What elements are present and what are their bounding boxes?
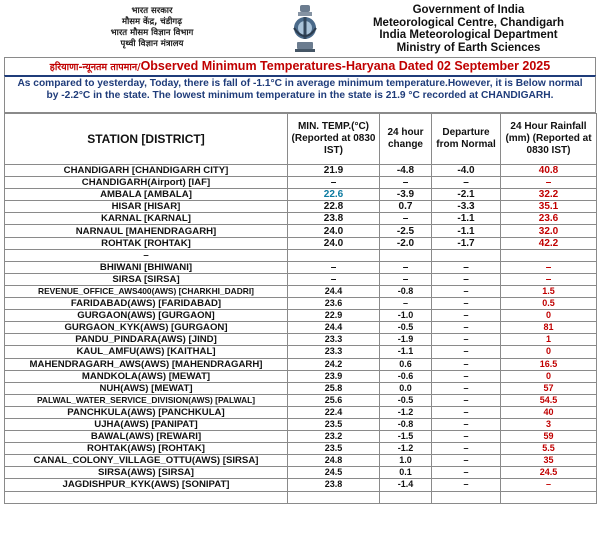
cell-min-temp: –	[288, 261, 380, 273]
cell-rainfall: 1.5	[501, 285, 597, 297]
header-hindi-block	[82, 6, 222, 50]
cell-change: –	[380, 298, 432, 310]
cell-station: MANDKOLA(AWS) [MEWAT]	[5, 370, 288, 382]
cell-station: BAWAL(AWS) [REWARI]	[5, 431, 288, 443]
cell-min-temp: 24.4	[288, 322, 380, 334]
table-row	[5, 431, 597, 443]
cell-rainfall: 54.5	[501, 394, 597, 406]
cell-departure	[432, 491, 501, 503]
table-row	[5, 334, 597, 346]
cell-rainfall: 23.6	[501, 213, 597, 225]
col-rainfall: 24 Hour Rainfall (mm) (Reported at 0830 IST)	[501, 114, 597, 165]
table-row	[5, 298, 597, 310]
table-row	[5, 261, 597, 273]
col-change: 24 hour change	[380, 114, 432, 165]
cell-departure: –	[432, 334, 501, 346]
table-row	[5, 358, 597, 370]
cell-station: –	[5, 249, 288, 261]
cell-change: -1.9	[380, 334, 432, 346]
cell-station: JAGDISHPUR_KYK(AWS) [SONIPAT]	[5, 479, 288, 491]
cell-rainfall: 57	[501, 382, 597, 394]
cell-departure	[432, 249, 501, 261]
cell-departure: –	[432, 177, 501, 189]
table-body	[5, 165, 597, 504]
cell-change: -0.5	[380, 322, 432, 334]
cell-station: MAHENDRAGARH_AWS(AWS) [MAHENDRAGARH]	[5, 358, 288, 370]
header-hindi-line: भारत सरकार	[131, 6, 173, 16]
cell-station: KAUL_AMFU(AWS) [KAITHAL]	[5, 346, 288, 358]
cell-station: HISAR [HISAR]	[5, 201, 288, 213]
cell-change: 0.7	[380, 201, 432, 213]
cell-departure: -1.1	[432, 225, 501, 237]
table-row	[5, 213, 597, 225]
table-row	[5, 177, 597, 189]
cell-change: 0.1	[380, 467, 432, 479]
cell-station: BHIWANI [BHIWANI]	[5, 261, 288, 273]
cell-min-temp: 23.3	[288, 334, 380, 346]
summary-text: As compared to yesterday, Today, there is fall of -1.1°C in average minimum temperature.However, it is Below normal by -2.2°C in the state. The lowest minimum temperature in the state is 21.9 °C recorded at CHANDIGARH.	[4, 75, 596, 113]
table-row	[5, 418, 597, 430]
cell-rainfall: 24.5	[501, 467, 597, 479]
cell-min-temp: 23.8	[288, 479, 380, 491]
cell-station: ROHTAK [ROHTAK]	[5, 237, 288, 249]
cell-change: -4.8	[380, 165, 432, 177]
cell-change: -0.8	[380, 285, 432, 297]
cell-rainfall: 59	[501, 431, 597, 443]
cell-min-temp: 23.8	[288, 213, 380, 225]
cell-departure: -2.1	[432, 189, 501, 201]
table-row	[5, 406, 597, 418]
cell-rainfall: 0.5	[501, 298, 597, 310]
cell-station	[5, 491, 288, 503]
cell-change: -1.2	[380, 443, 432, 455]
cell-departure: –	[432, 370, 501, 382]
cell-departure: -1.1	[432, 213, 501, 225]
table-row	[5, 237, 597, 249]
cell-rainfall: 35.1	[501, 201, 597, 213]
table-row	[5, 249, 597, 261]
cell-station: GURGAON_KYK(AWS) [GURGAON]	[5, 322, 288, 334]
cell-change: 0.0	[380, 382, 432, 394]
cell-station: PANDU_PINDARA(AWS) [JIND]	[5, 334, 288, 346]
col-departure: Departure from Normal	[432, 114, 501, 165]
cell-min-temp: 22.4	[288, 406, 380, 418]
cell-min-temp: 23.3	[288, 346, 380, 358]
header-hindi-line: मौसम केंद्र, चंडीगढ़	[121, 17, 183, 27]
cell-change: 0.6	[380, 358, 432, 370]
table-row	[5, 165, 597, 177]
imd-emblem-icon	[289, 4, 321, 54]
table-row	[5, 467, 597, 479]
cell-station: CHANDIGARH [CHANDIGARH CITY]	[5, 165, 288, 177]
header-english-line: Government of India	[412, 4, 525, 16]
cell-min-temp: 22.8	[288, 201, 380, 213]
cell-change: -0.8	[380, 418, 432, 430]
cell-departure: –	[432, 467, 501, 479]
cell-min-temp: 23.9	[288, 370, 380, 382]
header-hindi-line: पृथ्वी विज्ञान मंत्रालय	[120, 39, 184, 49]
cell-station: REVENUE_OFFICE_AWS400(AWS) [CHARKHI_DADRI]	[5, 285, 288, 297]
cell-min-temp: 24.8	[288, 455, 380, 467]
cell-departure: –	[432, 261, 501, 273]
report-title	[4, 57, 596, 75]
cell-min-temp: 24.5	[288, 467, 380, 479]
cell-departure: –	[432, 479, 501, 491]
cell-min-temp: 25.8	[288, 382, 380, 394]
table-row	[5, 370, 597, 382]
col-min-temp: MIN. TEMP.(°C) (Reported at 0830 IST)	[288, 114, 380, 165]
table-row	[5, 310, 597, 322]
cell-departure: -1.7	[432, 237, 501, 249]
cell-rainfall: 0	[501, 310, 597, 322]
title-english: Observed Minimum Temperatures-Haryana Dated 02 September 2025	[140, 59, 551, 73]
header-english-line: Ministry of Earth Sciences	[396, 41, 541, 54]
cell-change: -1.2	[380, 406, 432, 418]
cell-departure: –	[432, 394, 501, 406]
cell-departure: –	[432, 455, 501, 467]
table-row	[5, 273, 597, 285]
cell-station: SIRSA [SIRSA]	[5, 273, 288, 285]
header-english-line: India Meteorological Department	[379, 29, 558, 41]
cell-rainfall: –	[501, 273, 597, 285]
cell-departure: –	[432, 298, 501, 310]
title-hindi: हरियाणा-न्यूनतम तापमान/	[49, 62, 141, 73]
temperature-table	[4, 113, 597, 504]
header-english-line: Meteorological Centre, Chandigarh	[372, 16, 565, 29]
cell-rainfall: 3	[501, 418, 597, 430]
cell-rainfall: 16.5	[501, 358, 597, 370]
cell-departure: -3.3	[432, 201, 501, 213]
cell-rainfall	[501, 249, 597, 261]
table-header-row	[5, 114, 597, 165]
table-row	[5, 455, 597, 467]
cell-rainfall: 1	[501, 334, 597, 346]
cell-change: -0.5	[380, 394, 432, 406]
cell-rainfall: –	[501, 177, 597, 189]
cell-min-temp	[288, 249, 380, 261]
cell-station: UJHA(AWS) [PANIPAT]	[5, 418, 288, 430]
header	[4, 0, 596, 57]
cell-min-temp: 25.6	[288, 394, 380, 406]
cell-min-temp: 23.5	[288, 443, 380, 455]
cell-station: CHANDIGARH(Airport) [IAF]	[5, 177, 288, 189]
cell-rainfall: 0	[501, 346, 597, 358]
cell-station: CANAL_COLONY_VILLAGE_OTTU(AWS) [SIRSA]	[5, 455, 288, 467]
cell-change: –	[380, 261, 432, 273]
cell-min-temp: –	[288, 273, 380, 285]
cell-departure: –	[432, 443, 501, 455]
cell-rainfall: 5.5	[501, 443, 597, 455]
cell-departure: –	[432, 346, 501, 358]
cell-departure: –	[432, 418, 501, 430]
table-row	[5, 394, 597, 406]
cell-departure: –	[432, 310, 501, 322]
cell-station: SIRSA(AWS) [SIRSA]	[5, 467, 288, 479]
cell-departure: –	[432, 431, 501, 443]
cell-change: -1.4	[380, 479, 432, 491]
cell-change: -1.1	[380, 346, 432, 358]
cell-departure: –	[432, 285, 501, 297]
cell-change: –	[380, 177, 432, 189]
cell-change: -1.5	[380, 431, 432, 443]
cell-change: –	[380, 213, 432, 225]
cell-rainfall: –	[501, 479, 597, 491]
cell-change	[380, 491, 432, 503]
cell-change: –	[380, 273, 432, 285]
table-row	[5, 322, 597, 334]
cell-rainfall: 0	[501, 370, 597, 382]
cell-station: KARNAL [KARNAL]	[5, 213, 288, 225]
cell-min-temp: –	[288, 177, 380, 189]
table-row	[5, 285, 597, 297]
cell-station: PANCHKULA(AWS) [PANCHKULA]	[5, 406, 288, 418]
cell-min-temp: 24.4	[288, 285, 380, 297]
cell-min-temp: 23.5	[288, 418, 380, 430]
cell-rainfall: 42.2	[501, 237, 597, 249]
cell-rainfall: 35	[501, 455, 597, 467]
cell-min-temp: 23.2	[288, 431, 380, 443]
cell-rainfall	[501, 491, 597, 503]
cell-change: -3.9	[380, 189, 432, 201]
cell-departure: -4.0	[432, 165, 501, 177]
cell-departure: –	[432, 358, 501, 370]
cell-min-temp: 24.2	[288, 358, 380, 370]
cell-change: -2.0	[380, 237, 432, 249]
cell-min-temp	[288, 491, 380, 503]
cell-rainfall: 32.0	[501, 225, 597, 237]
header-hindi-line: भारत मौसम विज्ञान विभाग	[110, 28, 194, 38]
table-row	[5, 346, 597, 358]
header-english-block	[361, 4, 576, 54]
cell-min-temp: 22.9	[288, 310, 380, 322]
cell-rainfall: 81	[501, 322, 597, 334]
cell-station: GURGAON(AWS) [GURGAON]	[5, 310, 288, 322]
cell-min-temp: 24.0	[288, 225, 380, 237]
cell-departure: –	[432, 322, 501, 334]
cell-departure: –	[432, 406, 501, 418]
cell-rainfall: 40.8	[501, 165, 597, 177]
cell-departure: –	[432, 382, 501, 394]
cell-departure: –	[432, 273, 501, 285]
cell-min-temp: 24.0	[288, 237, 380, 249]
cell-station: ROHTAK(AWS) [ROHTAK]	[5, 443, 288, 455]
col-station: STATION [DISTRICT]	[5, 114, 288, 165]
table-row	[5, 491, 597, 503]
cell-station: NARNAUL [MAHENDRAGARH]	[5, 225, 288, 237]
cell-station: NUH(AWS) [MEWAT]	[5, 382, 288, 394]
cell-station: AMBALA [AMBALA]	[5, 189, 288, 201]
table-row	[5, 382, 597, 394]
cell-change	[380, 249, 432, 261]
cell-change: -0.6	[380, 370, 432, 382]
table-row	[5, 479, 597, 491]
cell-rainfall: 32.2	[501, 189, 597, 201]
cell-change: -2.5	[380, 225, 432, 237]
cell-station: PALWAL_WATER_SERVICE_DIVISION(AWS) [PALWAL]	[5, 394, 288, 406]
cell-rainfall: –	[501, 261, 597, 273]
table-row	[5, 189, 597, 201]
cell-min-temp: 21.9	[288, 165, 380, 177]
cell-min-temp: 23.6	[288, 298, 380, 310]
table-row	[5, 443, 597, 455]
table-row	[5, 225, 597, 237]
cell-rainfall: 40	[501, 406, 597, 418]
cell-change: 1.0	[380, 455, 432, 467]
cell-station: FARIDABAD(AWS) [FARIDABAD]	[5, 298, 288, 310]
cell-change: -1.0	[380, 310, 432, 322]
cell-min-temp: 22.6	[288, 189, 380, 201]
table-row	[5, 201, 597, 213]
